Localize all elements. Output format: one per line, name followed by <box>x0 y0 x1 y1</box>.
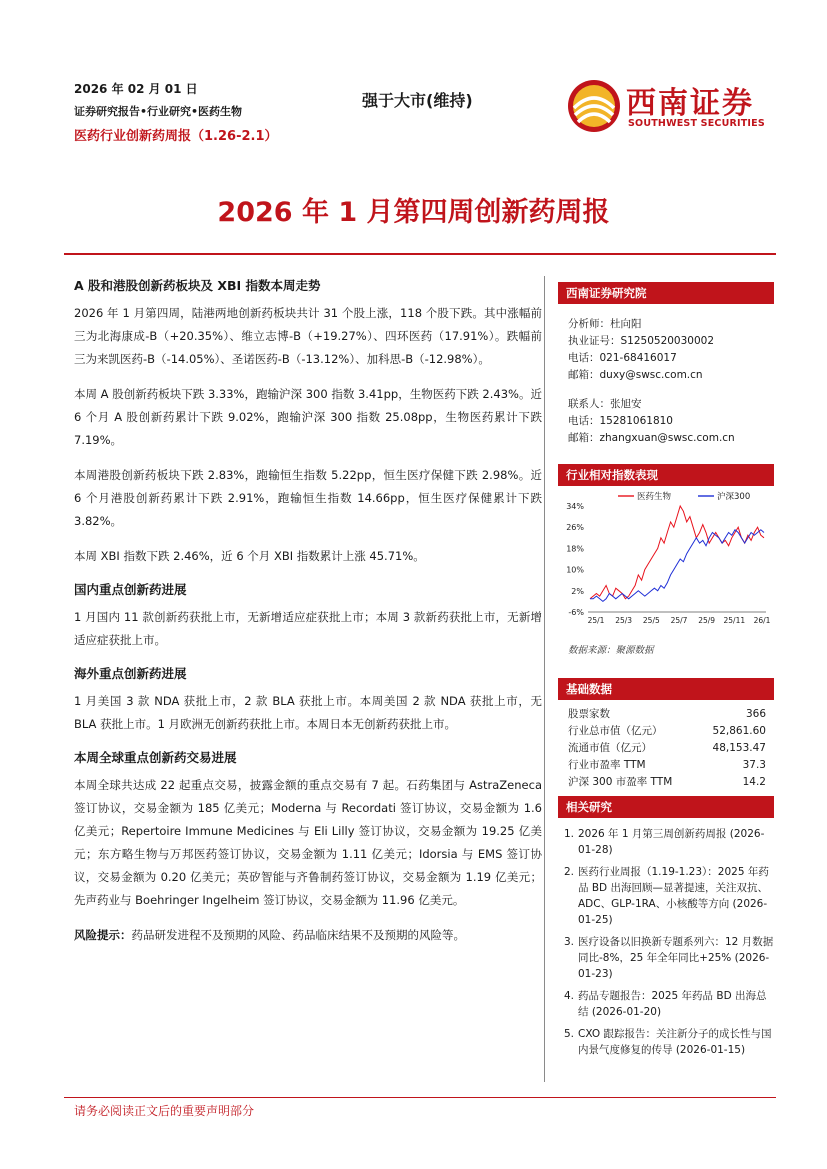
header-info <box>74 80 278 144</box>
risk-text: 药品研发进程不及预期的风险、药品临床结果不及预期的风险等。 <box>131 928 465 942</box>
legend-pharma: 医药生物 <box>637 492 672 502</box>
item-text: 2026 年 1 月第三周创新药周报 (2026-01-28) <box>578 828 765 856</box>
table-row <box>558 774 774 791</box>
report-date: 2026 年 02 月 01 日 <box>74 82 198 96</box>
section-heading: 海外重点创新药进展 <box>74 666 187 681</box>
table-row <box>558 706 774 723</box>
paragraph: 1 月国内 11 款创新药获批上市，无新增适应症获批上市；本周 3 款新药获批上市，无新增适应症获批上市。 <box>74 610 542 647</box>
section-deals <box>74 748 542 912</box>
section-heading: A 股和港股创新药板块及 XBI 指数本周走势 <box>74 278 321 293</box>
x-tick-label: 25/7 <box>670 616 688 625</box>
x-tick-label: 25/9 <box>698 616 716 625</box>
row-label: 股票家数 <box>568 708 610 720</box>
paragraph: 本周全球共达成 22 起重点交易，披露金额的重点交易有 7 起。石药集团与 AstraZeneca 签订协议，交易金额为 185 亿美元；Moderna 与 Recordati 签订协议，交易金额为 1.6 亿美元；Repertoire Immune Medicines 与 Eli Lilly 签订协议，交易金额为 19.25 亿美元；东方略生物与万邦医药签订协议，交易金额为 1.11 亿美元；Idorsia 与 EMS 签订协议，交易金额为 0.20 亿美元；英矽智能与齐鲁制药签订协议，交易金额为 1.19 亿美元；先声药业与 Boehringer Ingelheim 签订协议，交易金额为 11.96 亿美元。 <box>74 778 542 907</box>
list-item[interactable] <box>564 1026 774 1058</box>
paragraph: 1 月美国 3 款 NDA 获批上市，2 款 BLA 获批上市。本周美国 2 款 NDA 获批上市，无 BLA 获批上市。1 月欧洲无创新药获批上市。本周日本无创新药获批上市。 <box>74 694 542 731</box>
report-series: 医药行业创新药周报（1.26-2.1） <box>74 129 278 144</box>
analyst-email[interactable]: 邮箱：duxy@swsc.com.cn <box>568 369 703 381</box>
x-tick-label: 25/1 <box>587 616 605 625</box>
industry-rating: 强于大市(维持) <box>362 91 473 110</box>
analyst-info <box>558 316 774 447</box>
row-label: 行业总市值（亿元） <box>568 725 663 737</box>
list-item[interactable] <box>564 826 774 858</box>
contact-line: 联系人：张旭安 <box>568 398 642 410</box>
paragraph: 本周 A 股创新药板块下跌 3.33%，跑输沪深 300 指数 3.41pp，生物医药下跌 2.43%。近 6 个月 A 股创新药累计下跌 9.02%，跑输沪深 300 指数 25.08pp，生物医药累计下跌 7.19%。 <box>74 387 542 447</box>
section-overseas <box>74 664 542 736</box>
list-item[interactable] <box>564 864 774 928</box>
title-divider <box>64 253 776 255</box>
paragraph: 2026 年 1 月第四周，陆港两地创新药板块共计 31 个股上涨，118 个股下跌。其中涨幅前三为北海康成-B（+20.35%）、维立志博-B（+19.27%）、四环医药（17.91%）。跌幅前三为来凯医药-B（-14.05%）、圣诺医药-B（-13.12%）、加科思-B（-12.98%）。 <box>74 306 542 366</box>
chart-source: 数据来源：聚源数据 <box>568 645 654 656</box>
logo-emblem-icon <box>566 78 622 134</box>
analyst-line: 电话：021-68416017 <box>568 352 677 364</box>
item-number: 1. <box>564 828 575 840</box>
section-heading: 本周全球重点创新药交易进展 <box>74 750 237 765</box>
paragraph: 本周 XBI 指数下跌 2.46%，近 6 个月 XBI 指数累计上涨 45.71%。 <box>74 549 425 563</box>
paragraph: 本周港股创新药板块下跌 2.83%，跑输恒生指数 5.22pp，恒生医疗保健下跌 2.98%。近 6 个月港股创新药累计下跌 2.91%，跑输恒生指数 14.66pp，恒生医疗保健累计下跌 3.82%。 <box>74 468 542 528</box>
x-tick-label: 25/3 <box>615 616 633 625</box>
section-market <box>74 276 542 568</box>
pharma-series-line <box>590 506 764 599</box>
report-category: 证券研究报告•行业研究•医药生物 <box>74 105 243 118</box>
table-row <box>558 723 774 740</box>
list-item[interactable] <box>564 934 774 982</box>
row-value: 14.2 <box>742 776 766 788</box>
chart-box <box>558 464 774 656</box>
basic-data-table <box>558 706 774 791</box>
row-label: 流通市值（亿元） <box>568 742 652 754</box>
row-label: 行业市盈率 TTM <box>568 759 646 771</box>
table-row <box>558 740 774 757</box>
y-tick-label: -6% <box>568 608 584 617</box>
column-divider <box>544 276 545 1082</box>
y-tick-label: 26% <box>566 523 584 533</box>
item-number: 5. <box>564 1028 575 1040</box>
report-title: 2026 年 1 月第四周创新药周报 <box>217 197 610 228</box>
analyst-box <box>558 282 774 447</box>
list-item[interactable] <box>564 988 774 1020</box>
row-value: 48,153.47 <box>712 742 766 754</box>
item-text: 医疗设备以旧换新专题系列六：12 月数据同比-8%，25 年全年同比+25% (2026-01-23) <box>578 936 774 980</box>
row-value: 366 <box>745 708 766 720</box>
analyst-line: 执业证号：S1250520030002 <box>568 335 715 347</box>
logo-name-en: SOUTHWEST SECURITIES <box>628 118 765 129</box>
row-value: 37.3 <box>742 759 766 771</box>
main-content <box>74 276 542 947</box>
y-tick-label: 34% <box>566 502 584 511</box>
contact-email[interactable]: 邮箱：zhangxuan@swsc.com.cn <box>568 432 735 444</box>
item-number: 2. <box>564 866 575 878</box>
footer-divider <box>64 1097 776 1098</box>
relative-index-chart <box>558 486 774 634</box>
y-tick-label: 18% <box>566 544 584 554</box>
contact-line: 电话：15281061810 <box>568 415 673 427</box>
x-tick-label: 26/1 <box>753 616 771 625</box>
x-tick-label: 25/11 <box>723 616 746 625</box>
item-text: CXO 跟踪报告：关注新分子的成长性与国内景气度修复的传导 (2026-01-15) <box>578 1028 772 1056</box>
item-number: 4. <box>564 990 575 1002</box>
row-value: 52,861.60 <box>712 725 766 737</box>
related-heading: 相关研究 <box>558 796 774 818</box>
legend-hs300: 沪深300 <box>717 492 751 502</box>
item-text: 医药行业周报（1.19-1.23）：2025 年药品 BD 出海回顾—显著提速，关注双抗、ADC、GLP-1RA、小核酸等方向 (2026-01-25) <box>578 866 769 926</box>
basic-data-box <box>558 678 774 791</box>
risk-label: 风险提示： <box>74 928 132 942</box>
company-logo <box>566 76 766 136</box>
related-research-box <box>558 796 774 1064</box>
x-tick-label: 25/5 <box>642 616 660 625</box>
section-domestic <box>74 580 542 652</box>
y-tick-label: 2% <box>571 586 584 596</box>
risk-warning <box>74 924 542 947</box>
hs300-series-line <box>590 530 764 602</box>
item-number: 3. <box>564 936 575 948</box>
table-row <box>558 757 774 774</box>
logo-name-cn: 西南证券 <box>626 86 754 121</box>
chart-heading: 行业相对指数表现 <box>558 464 774 486</box>
basic-heading: 基础数据 <box>558 678 774 700</box>
item-text: 药品专题报告：2025 年药品 BD 出海总结 (2026-01-20) <box>578 990 767 1018</box>
related-list <box>558 826 774 1058</box>
section-heading: 国内重点创新药进展 <box>74 582 187 597</box>
y-tick-label: 10% <box>566 565 584 575</box>
institute-heading: 西南证券研究院 <box>558 282 774 304</box>
analyst-line: 分析师：杜向阳 <box>568 318 642 330</box>
footer-disclaimer: 请务必阅读正文后的重要声明部分 <box>74 1104 255 1118</box>
row-label: 沪深 300 市盈率 TTM <box>568 776 673 788</box>
